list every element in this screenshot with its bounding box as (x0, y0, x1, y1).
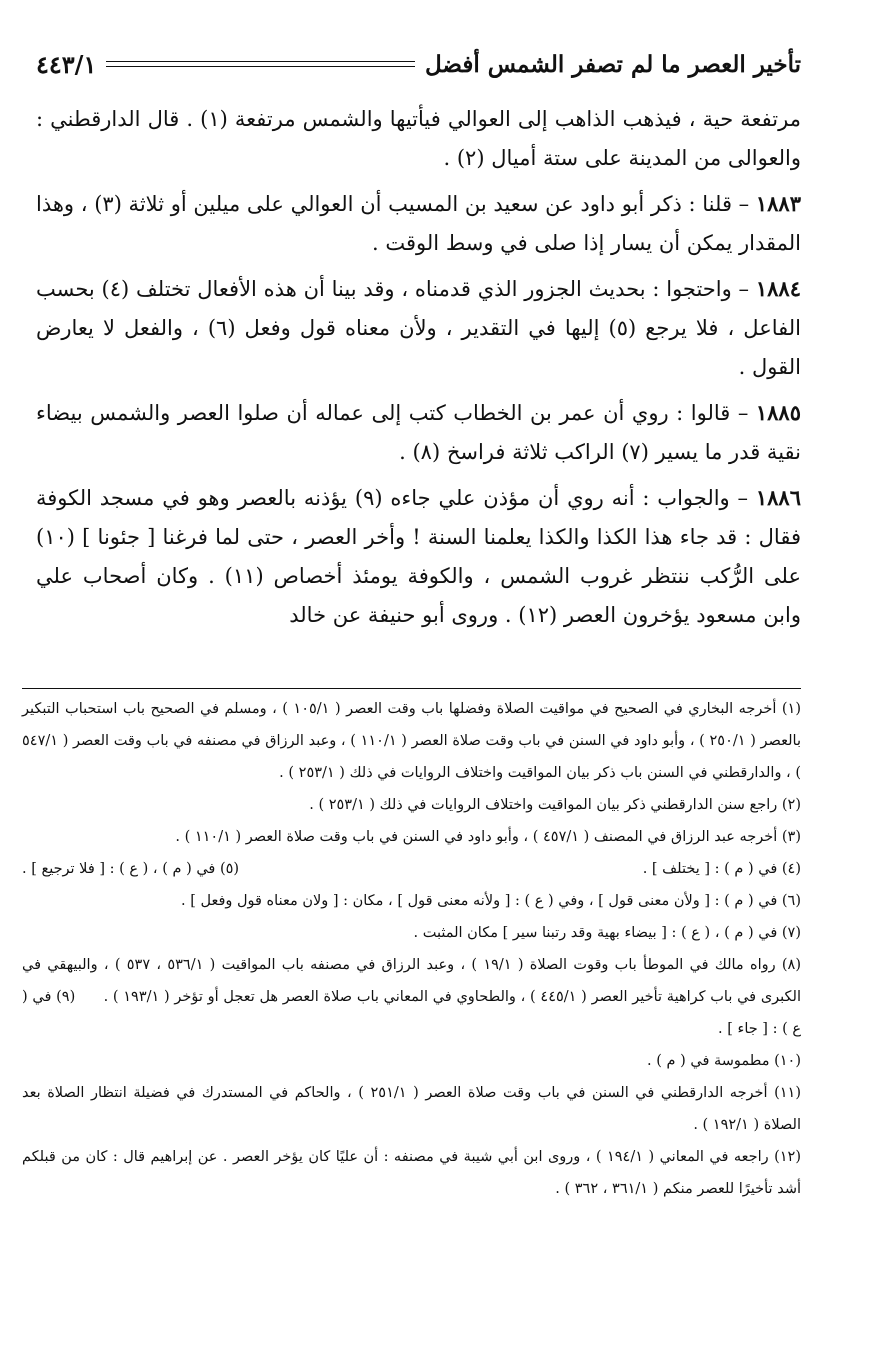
footnote: (١١) أخرجه الدارقطني في السنن في باب وقت صلاة العصر ( ٢٥١/١ ) ، والحاكم في المستدرك في فضيلة انتظار الصلاة بعد الصلاة ( ١٩٢/١ ) . (22, 1085, 801, 1133)
footnote: (٦) في ( م ) : [ ولأن معنى قول ] ، وفي ( ع ) : [ ولأنه معنى قول ] ، مكان : [ ولان معناه قول وفعل ] . (180, 893, 801, 909)
footnote: (١٠) مطموسة في ( م ) . (647, 1053, 801, 1069)
footnote (22, 949, 801, 1045)
paragraph-text: – والجواب : أنه روي أن مؤذن علي جاءه (٩) يؤذنه بالعصر وهو في مسجد الكوفة فقال : قد جاء هذا الكذا والكذا يعلمنا السنة ! وأخر العصر ، حتى لما فرغنا [ جئونا ] (١٠) على الرُّكب ننتظر غروب الشمس ، والكوفة يومئذ أخصاص (١١) . وكان أصحاب علي وابن مسعود يؤخرون العصر (١٢) . وروى أبو حنيفة عن خالد (36, 486, 801, 627)
footnote: (٧) في ( م ) ، ( ع ) : [ بيضاء بهية وقد رتبنا سير ] مكان المثبت . (413, 925, 801, 941)
main-text (36, 100, 801, 641)
footnote: (١٢) راجعه في المعاني ( ١٩٤/١ ) ، وروى ابن أبي شيبة في مصنفه : أن عليًا كان يؤخر العصر . عن إبراهيم قال : كان من قبلكم أشد تأخيرًا للعصر منكم ( ٣٦١/١ ، ٣٦٢ ) . (22, 1149, 801, 1197)
paragraph (36, 269, 801, 387)
footnote-text: (٩) في ( ع ) : [ جاء ] . (22, 989, 801, 1037)
footnote-row (22, 853, 801, 885)
footnote: (٣) أخرجه عبد الرزاق في المصنف ( ٤٥٧/١ ) ، وأبو داود في السنن في باب وقت صلاة العصر ( ١١٠/١ ) . (175, 829, 801, 845)
paragraph-text: مرتفعة حية ، فيذهب الذاهب إلى العوالي فيأتيها والشمس مرتفعة (١) . قال الدارقطني : والعوالى من المدينة على ستة أميال (٢) . (36, 107, 801, 170)
paragraph-number: ١٨٨٦ (755, 485, 801, 510)
paragraph (36, 100, 801, 178)
footnote: (١) أخرجه البخاري في الصحيح في مواقيت الصلاة وفضلها باب وقت العصر ( ١٠٥/١ ) ، ومسلم في الصحيح باب استحباب التبكير بالعصر ( ٢٥٠/١ ) ، وأبو داود في السنن في باب وقت صلاة العصر ( ١١٠/١ ) ، وعبد الرزاق في مصنفه في باب وقت العصر ( ٥٤٧/١ ) ، والدارقطني في السنن باب ذكر بيان المواقيت واختلاف الروايات في ذلك ( ٢٥٣/١ ) . (22, 701, 801, 781)
paragraph (36, 184, 801, 263)
paragraph (36, 393, 801, 472)
paragraph-text: – قالوا : روي أن عمر بن الخطاب كتب إلى عماله أن صلوا العصر والشمس بيضاء نقية قدر ما يسير (٧) الراكب ثلاثة فراسخ (٨) . (36, 401, 801, 464)
paragraph (36, 478, 801, 635)
footnote-text: (٨) رواه مالك في الموطأ باب وقوت الصلاة ( ١٩/١ ) ، وعبد الرزاق في مصنفه باب المواقيت ( ٥٣٦/١ ، ٥٣٧ ) ، والبيهقي في الكبرى في باب كراهية تأخير العصر ( ٤٤٥/١ ) ، والطحاوي في المعاني باب صلاة العصر هل تعجل أو تؤخر ( ١٩٣/١ ) . (22, 957, 801, 1005)
footnote: (٤) في ( م ) : [ يختلف ] . (642, 861, 801, 877)
page-header (36, 44, 801, 84)
footnote: (٥) في ( م ) ، ( ع ) : [ فلا ترجيع ] . (22, 861, 240, 877)
paragraph-number: ١٨٨٥ (755, 400, 801, 425)
paragraph-text: – واحتجوا : بحديث الجزور الذي قدمناه ، وقد بينا أن هذه الأفعال تختلف (٤) بحسب الفاعل ، فلا يرجع (٥) إليها في التقدير ، ولأن معناه قول وفعل (٦) ، والفعل لا يعارض القول . (36, 277, 801, 379)
page-number: ٤٤٣/١ (36, 49, 97, 79)
paragraph-number: ١٨٨٤ (755, 276, 801, 301)
footnote: (٢) راجع سنن الدارقطني ذكر بيان المواقيت واختلاف الروايات في ذلك ( ٢٥٣/١ ) . (309, 797, 801, 813)
paragraph-number: ١٨٨٣ (755, 191, 801, 216)
header-rule (106, 61, 415, 67)
running-title: تأخير العصر ما لم تصفر الشمس أفضل (424, 50, 801, 78)
footnotes (22, 688, 801, 1205)
paragraph-text: – قلنا : ذكر أبو داود عن سعيد بن المسيب أن العوالي على ميلين أو ثلاثة (٣) ، وهذا المقدار يمكن أن يسار إذا صلى في وسط الوقت . (36, 192, 801, 255)
